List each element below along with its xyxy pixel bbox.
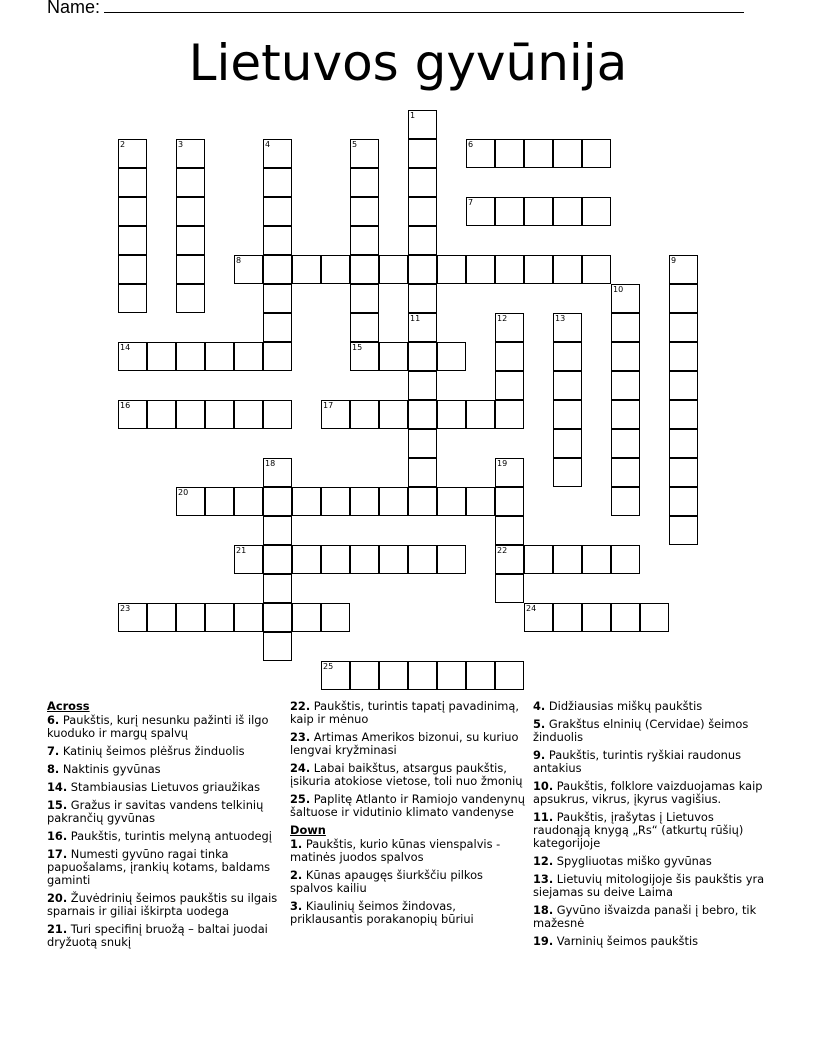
grid-cell[interactable] [292,487,321,516]
grid-cell[interactable] [263,139,292,168]
clue-item [533,749,773,775]
grid-cell[interactable] [176,284,205,313]
clue-text: Žuvėdrinių šeimos paukštis su ilgais sparnais ir giliai iškirpta uodega [47,891,278,918]
grid-cell[interactable] [669,458,698,487]
clue-number: 24. [290,761,311,775]
clue-number: 9. [533,748,546,762]
grid-cell[interactable] [263,197,292,226]
clue-text: Labai baikštus, atsargus paukštis, įsikuria atokiose vietose, toli nuo žmonių [290,761,523,788]
clue-text: Varninių šeimos paukštis [553,934,699,948]
grid-cell[interactable] [234,487,263,516]
clue-number: 3. [290,899,303,913]
grid-cell[interactable] [263,255,292,284]
grid-cell[interactable] [292,545,321,574]
clue-item [47,763,279,776]
cell-number: 16 [120,401,131,410]
grid-cell[interactable] [263,574,292,603]
grid-cell[interactable] [118,400,147,429]
clue-item [533,780,773,806]
clue-number: 17. [47,847,68,861]
grid-cell[interactable] [611,603,640,632]
name-label: Name: [47,0,101,17]
clue-text: Paplitę Atlanto ir Ramiojo vandenynų šaltuose ir vidutinio klimato vandenyse [290,792,525,819]
grid-cell[interactable] [466,400,495,429]
grid-cell[interactable] [669,487,698,516]
grid-cell[interactable] [350,255,379,284]
grid-cell[interactable] [321,545,350,574]
grid-cell[interactable] [234,545,263,574]
grid-cell[interactable] [611,342,640,371]
grid-cell[interactable] [553,458,582,487]
clue-item [533,855,773,868]
clue-number: 10. [533,779,554,793]
cell-number: 1 [410,111,416,120]
grid-cell[interactable] [408,284,437,313]
cell-number: 8 [236,256,242,265]
clue-text: Naktinis gyvūnas [59,762,161,776]
grid-cell[interactable] [176,255,205,284]
clue-text: Grakštus elninių (Cervidae) šeimos žinduolis [533,717,749,744]
grid-cell[interactable] [408,197,437,226]
cell-number: 10 [613,285,624,294]
grid-cell[interactable] [611,429,640,458]
grid-cell[interactable] [408,487,437,516]
grid-cell[interactable] [437,255,466,284]
grid-cell[interactable] [176,197,205,226]
grid-cell[interactable] [408,168,437,197]
grid-cell[interactable] [234,255,263,284]
grid-cell[interactable] [495,545,524,574]
grid-cell[interactable] [611,487,640,516]
grid-cell[interactable] [408,400,437,429]
grid-cell[interactable] [350,400,379,429]
page-title: Lietuvos gyvūnija [188,34,628,92]
clue-text: Kiaulinių šeimos žindovas, priklausantis porakanopių būriui [290,899,474,926]
grid-cell[interactable] [263,342,292,371]
grid-cell[interactable] [379,487,408,516]
clue-item [290,731,525,757]
clue-text: Katinių šeimos plėšrus žinduolis [59,744,245,758]
grid-cell[interactable] [611,313,640,342]
grid-cell[interactable] [524,139,553,168]
grid-cell[interactable] [466,139,495,168]
grid-cell[interactable] [553,603,582,632]
clue-item [47,848,279,887]
grid-cell[interactable] [118,255,147,284]
grid-cell[interactable] [524,197,553,226]
cell-number: 25 [323,662,334,671]
clue-text: Paukštis, turintis tapatį pavadinimą, kaip ir mėnuo [290,699,519,726]
grid-cell[interactable] [553,371,582,400]
grid-cell[interactable] [263,284,292,313]
grid-cell[interactable] [582,255,611,284]
clue-item [47,830,279,843]
grid-cell[interactable] [263,603,292,632]
clue-number: 7. [47,744,60,758]
grid-cell[interactable] [176,400,205,429]
grid-cell[interactable] [553,545,582,574]
grid-cell[interactable] [263,313,292,342]
cell-number: 5 [352,140,358,149]
grid-cell[interactable] [321,255,350,284]
grid-cell[interactable] [553,400,582,429]
grid-cell[interactable] [553,255,582,284]
clue-item [47,745,279,758]
grid-cell[interactable] [437,400,466,429]
grid-cell[interactable] [176,168,205,197]
grid-cell[interactable] [669,342,698,371]
across-heading: Across [47,699,90,713]
grid-cell[interactable] [611,400,640,429]
clue-number: 11. [533,810,554,824]
grid-cell[interactable] [553,197,582,226]
grid-cell[interactable] [669,284,698,313]
grid-cell[interactable] [611,371,640,400]
grid-cell[interactable] [350,226,379,255]
clue-item [533,935,773,948]
clue-number: 5. [533,717,546,731]
grid-cell[interactable] [495,342,524,371]
cell-number: 14 [120,343,131,352]
grid-cell[interactable] [669,516,698,545]
clue-item [533,811,773,850]
grid-cell[interactable] [408,226,437,255]
grid-cell[interactable] [408,255,437,284]
grid-cell[interactable] [350,139,379,168]
grid-cell[interactable] [640,603,669,632]
grid-cell[interactable] [147,342,176,371]
grid-cell[interactable] [350,661,379,690]
cell-number: 19 [497,459,508,468]
grid-cell[interactable] [524,603,553,632]
cell-number: 12 [497,314,508,323]
grid-cell[interactable] [263,400,292,429]
clue-text: Kūnas apaugęs šiurkščiu pilkos spalvos kailiu [290,868,483,895]
grid-cell[interactable] [553,429,582,458]
grid-cell[interactable] [350,342,379,371]
cell-number: 9 [671,256,677,265]
clue-number: 23. [290,730,311,744]
grid-cell[interactable] [176,342,205,371]
grid-cell[interactable] [379,255,408,284]
clue-text: Turi specifinį bruožą – baltai juodai dryžuotą snukį [47,922,268,949]
grid-cell[interactable] [408,110,437,139]
clue-item [290,762,525,788]
clue-text: Artimas Amerikos bizonui, su kuriuo lengvai kryžminasi [290,730,519,757]
cell-number: 11 [410,314,421,323]
grid-cell[interactable] [118,197,147,226]
clues-column-2 [290,700,525,931]
grid-cell[interactable] [321,400,350,429]
cell-number: 2 [120,140,126,149]
grid-cell[interactable] [495,458,524,487]
grid-cell[interactable] [263,168,292,197]
cell-number: 3 [178,140,184,149]
grid-cell[interactable] [466,255,495,284]
grid-cell[interactable] [118,284,147,313]
clue-item [47,923,279,949]
grid-cell[interactable] [118,603,147,632]
clue-number: 18. [533,903,554,917]
clue-item [47,799,279,825]
grid-cell[interactable] [408,342,437,371]
clue-number: 14. [47,780,68,794]
grid-cell[interactable] [263,632,292,661]
grid-cell[interactable] [408,313,437,342]
grid-cell[interactable] [495,197,524,226]
grid-cell[interactable] [234,342,263,371]
grid-cell[interactable] [408,458,437,487]
clue-text: Stambiausias Lietuvos griaužikas [67,780,261,794]
grid-cell[interactable] [553,313,582,342]
grid-cell[interactable] [611,545,640,574]
cell-number: 22 [497,546,508,555]
grid-cell[interactable] [263,458,292,487]
clue-number: 19. [533,934,554,948]
grid-cell[interactable] [118,342,147,371]
clue-number: 21. [47,922,68,936]
clue-number: 8. [47,762,60,776]
clue-number: 22. [290,699,311,713]
clue-text: Gyvūno išvaizda panaši į bebro, tik mažesnė [533,903,757,930]
grid-cell[interactable] [437,342,466,371]
grid-cell[interactable] [147,400,176,429]
grid-cell[interactable] [669,371,698,400]
cell-number: 24 [526,604,537,613]
grid-cell[interactable] [118,139,147,168]
grid-cell[interactable] [118,168,147,197]
clue-number: 2. [290,868,303,882]
grid-cell[interactable] [379,342,408,371]
grid-cell[interactable] [350,284,379,313]
grid-cell[interactable] [524,255,553,284]
grid-cell[interactable] [437,487,466,516]
grid-cell[interactable] [495,371,524,400]
grid-cell[interactable] [379,661,408,690]
grid-cell[interactable] [321,603,350,632]
grid-cell[interactable] [408,545,437,574]
grid-cell[interactable] [466,487,495,516]
clue-item [290,900,525,926]
grid-cell[interactable] [669,400,698,429]
clue-number: 25. [290,792,311,806]
grid-cell[interactable] [118,226,147,255]
grid-cell[interactable] [495,516,524,545]
clue-text: Paukštis, turintis ryškiai raudonus antakius [533,748,742,775]
grid-cell[interactable] [321,487,350,516]
cell-number: 17 [323,401,334,410]
cell-number: 13 [555,314,566,323]
grid-cell[interactable] [263,516,292,545]
clue-text: Paukštis, kurį nesunku pažinti iš ilgo kuoduko ir margų spalvų [47,713,269,740]
grid-cell[interactable] [205,487,234,516]
grid-cell[interactable] [176,487,205,516]
grid-cell[interactable] [350,197,379,226]
grid-cell[interactable] [321,661,350,690]
clue-number: 1. [290,837,303,851]
clue-item [47,892,279,918]
grid-cell[interactable] [495,400,524,429]
grid-cell[interactable] [205,342,234,371]
clue-item [47,781,279,794]
grid-cell[interactable] [234,603,263,632]
grid-cell[interactable] [669,313,698,342]
cell-number: 6 [468,140,474,149]
clue-item [290,700,525,726]
clue-item [290,793,525,819]
grid-cell[interactable] [350,487,379,516]
cell-number: 23 [120,604,131,613]
grid-cell[interactable] [669,429,698,458]
clue-text: Lietuvių mitologijoje šis paukštis yra siejamas su deive Laima [533,872,765,899]
cell-number: 4 [265,140,271,149]
grid-cell[interactable] [669,255,698,284]
grid-cell[interactable] [263,487,292,516]
grid-cell[interactable] [292,255,321,284]
grid-cell[interactable] [234,400,263,429]
clue-number: 6. [47,713,60,727]
clue-item [290,838,525,864]
grid-cell[interactable] [553,342,582,371]
clue-text: Numesti gyvūno ragai tinka papuošalams, įrankių kotams, baldams gaminti [47,847,271,887]
grid-cell[interactable] [495,574,524,603]
grid-cell[interactable] [350,313,379,342]
grid-cell[interactable] [176,603,205,632]
clue-number: 20. [47,891,68,905]
grid-cell[interactable] [408,661,437,690]
grid-cell[interactable] [176,226,205,255]
grid-cell[interactable] [553,139,582,168]
clue-text: Paukštis, folklore vaizduojamas kaip apsukrus, vikrus, įkyrus vagišius. [533,779,763,806]
grid-cell[interactable] [582,545,611,574]
cell-number: 15 [352,343,363,352]
clue-number: 12. [533,854,554,868]
grid-cell[interactable] [350,545,379,574]
clue-number: 16. [47,829,68,843]
clue-text: Paukštis, įrašytas į Lietuvos raudonąją knygą „Rs“ (atkurtų rūšių) kategorijoje [533,810,744,850]
grid-cell[interactable] [292,603,321,632]
grid-cell[interactable] [466,197,495,226]
grid-cell[interactable] [147,603,176,632]
grid-cell[interactable] [495,313,524,342]
cell-number: 18 [265,459,276,468]
clue-text: Gražus ir savitas vandens telkinių pakrančių gyvūnas [47,798,264,825]
grid-cell[interactable] [408,371,437,400]
down-heading: Down [290,823,326,837]
clue-number: 4. [533,699,546,713]
clue-text: Paukštis, kurio kūnas vienspalvis - matinės juodos spalvos [290,837,501,864]
clue-item [533,718,773,744]
grid-cell[interactable] [379,545,408,574]
clue-text: Paukštis, turintis melyną antuodegį [67,829,272,843]
grid-cell[interactable] [263,545,292,574]
grid-cell[interactable] [263,226,292,255]
clue-number: 13. [533,872,554,886]
grid-cell[interactable] [176,139,205,168]
grid-cell[interactable] [205,400,234,429]
clue-text: Didžiausias miškų paukštis [545,699,703,713]
clue-item [533,700,773,713]
grid-cell[interactable] [495,139,524,168]
grid-cell[interactable] [408,429,437,458]
clue-item [290,869,525,895]
grid-cell[interactable] [611,284,640,313]
grid-cell[interactable] [350,168,379,197]
grid-cell[interactable] [495,487,524,516]
cell-number: 7 [468,198,474,207]
cell-number: 20 [178,488,189,497]
clues-column-3 [533,700,773,953]
grid-cell[interactable] [205,603,234,632]
grid-cell[interactable] [582,139,611,168]
grid-cell[interactable] [611,458,640,487]
clue-text: Spygliuotas miško gyvūnas [553,854,712,868]
grid-cell[interactable] [408,139,437,168]
clues-column-1 [47,700,279,954]
grid-cell[interactable] [437,661,466,690]
grid-cell[interactable] [495,255,524,284]
cell-number: 21 [236,546,247,555]
grid-cell[interactable] [437,545,466,574]
clue-item [533,873,773,899]
grid-cell[interactable] [466,661,495,690]
clue-item [47,714,279,740]
grid-cell[interactable] [582,197,611,226]
grid-cell[interactable] [495,661,524,690]
grid-cell[interactable] [379,400,408,429]
grid-cell[interactable] [582,603,611,632]
clue-item [533,904,773,930]
clue-number: 15. [47,798,68,812]
grid-cell[interactable] [524,545,553,574]
